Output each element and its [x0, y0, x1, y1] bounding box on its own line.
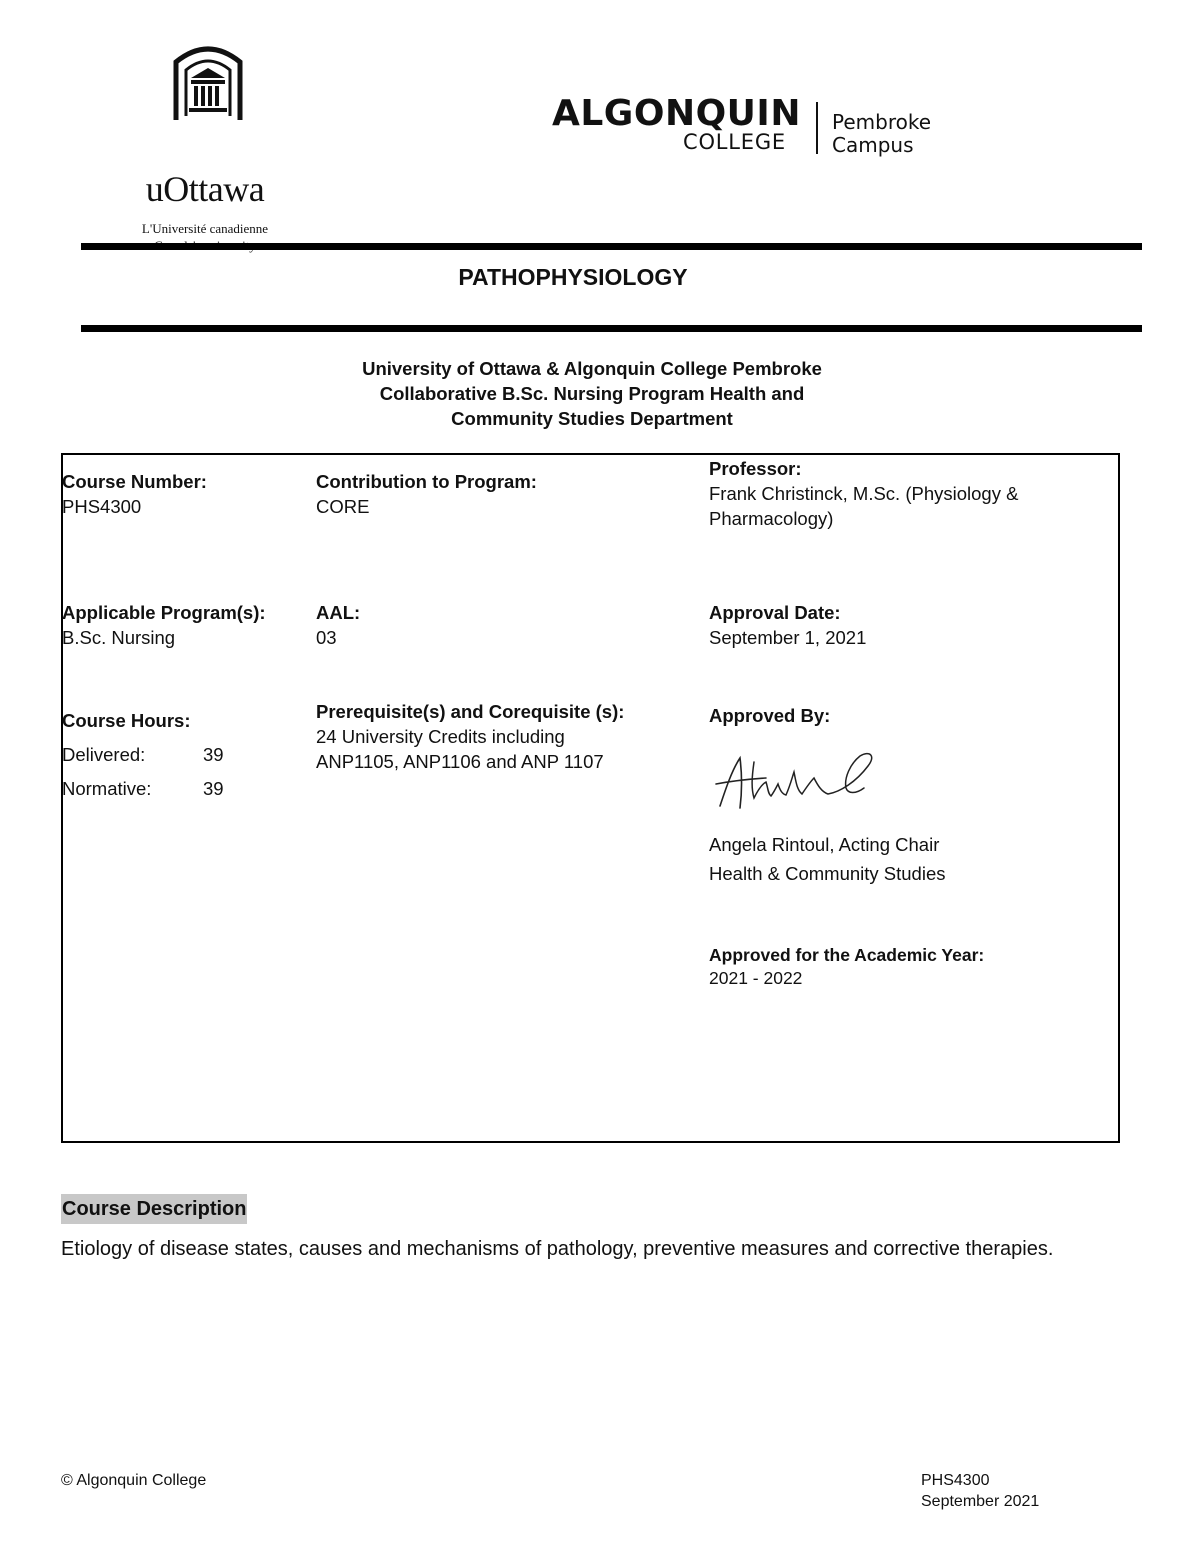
- contribution-value: CORE: [316, 496, 370, 517]
- campus-label: Campus: [832, 133, 914, 157]
- logo-divider: [816, 102, 818, 154]
- footer-course-code: PHS4300: [921, 1472, 990, 1489]
- aal-label: AAL:: [316, 602, 361, 623]
- contribution-label: Contribution to Program:: [316, 471, 537, 492]
- course-description-heading: Course Description: [61, 1194, 247, 1224]
- normative-label: Normative:: [62, 778, 152, 799]
- course-description-text: Etiology of disease states, causes and mechanisms of pathology, preventive measures and corrective therapies.: [61, 1238, 1054, 1260]
- page-title: PATHOPHYSIOLOGY: [458, 264, 688, 290]
- course-number-value: PHS4300: [62, 496, 142, 517]
- applicable-programs-value: B.Sc. Nursing: [62, 627, 176, 648]
- professor-line: Pharmacology): [709, 508, 834, 529]
- program-subtitle: [0, 356, 1184, 431]
- academic-year-value: 2021 - 2022: [709, 968, 803, 988]
- professor-line: Frank Christinck, M.Sc. (Physiology &: [709, 483, 1019, 504]
- prerequisites-label: Prerequisite(s) and Corequisite (s):: [316, 701, 625, 722]
- approval-date-label: Approval Date:: [709, 602, 841, 623]
- academic-year-label: Approved for the Academic Year:: [709, 945, 985, 965]
- title-top-rule: [81, 243, 1142, 250]
- algonquin-college-text: COLLEGE: [683, 130, 787, 154]
- approver-department: Health & Community Studies: [709, 863, 946, 884]
- subtitle-line: Collaborative B.Sc. Nursing Program Health and: [379, 383, 805, 404]
- normative-value: 39: [203, 778, 224, 799]
- aal-value: 03: [316, 627, 337, 648]
- uottawa-wordmark: uOttawa: [145, 169, 265, 209]
- uottawa-building-icon: [173, 40, 243, 122]
- delivered-value: 39: [203, 744, 224, 765]
- footer-date: September 2021: [921, 1493, 1040, 1510]
- subtitle-line: University of Ottawa & Algonquin College Pembroke: [362, 358, 822, 379]
- campus-name: Pembroke: [832, 110, 932, 134]
- course-hours-label: Course Hours:: [62, 710, 191, 731]
- professor-label: Professor:: [709, 458, 802, 479]
- subtitle-line: Community Studies Department: [451, 408, 733, 429]
- applicable-programs-label: Applicable Program(s):: [62, 602, 266, 623]
- uottawa-tagline-fr: L'Université canadienne: [141, 221, 269, 236]
- title-bottom-rule: [81, 325, 1142, 332]
- footer-copyright: © Algonquin College: [61, 1472, 207, 1489]
- prerequisites-line: ANP1105, ANP1106 and ANP 1107: [316, 751, 604, 772]
- approval-date-value: September 1, 2021: [709, 627, 867, 648]
- prerequisites-line: 24 University Credits including: [316, 726, 565, 747]
- approver-name: Angela Rintoul, Acting Chair: [709, 834, 940, 855]
- course-number-label: Course Number:: [62, 471, 207, 492]
- signature-image: [710, 748, 880, 816]
- delivered-label: Delivered:: [62, 744, 146, 765]
- algonquin-wordmark: ALGONQUIN: [552, 93, 801, 134]
- approved-by-label: Approved By:: [709, 705, 831, 726]
- algonquin-logo: [552, 93, 952, 160]
- uottawa-logo: [130, 40, 290, 236]
